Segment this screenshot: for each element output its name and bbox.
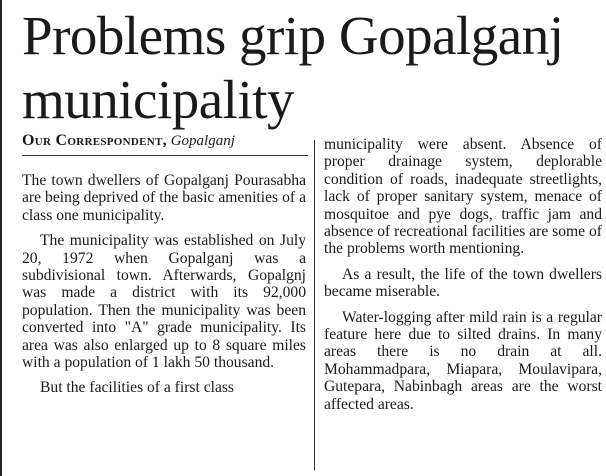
paragraph-1: The town dwellers of Gopalganj Pourasabha are being deprived of the basic amenities of a class one municipality. [22, 172, 306, 224]
left-column [22, 172, 306, 397]
column-divider [314, 140, 315, 470]
paragraph-4: As a result, the life of the town dwellers became miserable. [324, 265, 602, 301]
paragraph-2: The municipality was established on July 20, 1972 when Gopalganj was a subdivisional town. Afterwards, Gopalgnj was made a district with its 92,000 population. Then the municipality was been converted into "A" grade municipality. Its area was also enlarged up to 8 square miles with a population of 1 lakh 50 thousand. [22, 232, 306, 372]
paragraph-5: Water-logging after mild rain is a regular feature here due to silted drains. In many areas there is no drain at all. Mohammadpara, Miapara, Moulavipara, Gutepara, Nabinbagh areas are the worst affected areas. [324, 308, 602, 413]
byline-place: Gopalganj [170, 133, 235, 149]
article-byline [22, 132, 235, 150]
byline-name: Our Correspondent, [22, 132, 167, 149]
paragraph-3-continued: municipality were absent. Absence of proper drainage system, deplorable condition of roads, inadequate streetlights, lack of proper sanitary system, menace of mosquitoe and pye dogs, traffic jam and absence of recreational facilities are some of the problems worth mentioning. [324, 136, 602, 258]
byline-divider [22, 155, 308, 156]
right-column [324, 136, 602, 413]
paragraph-3-start: But the facilities of a first class [40, 379, 235, 397]
article-headline: Problems grip Gopalganj municipality [22, 5, 564, 130]
